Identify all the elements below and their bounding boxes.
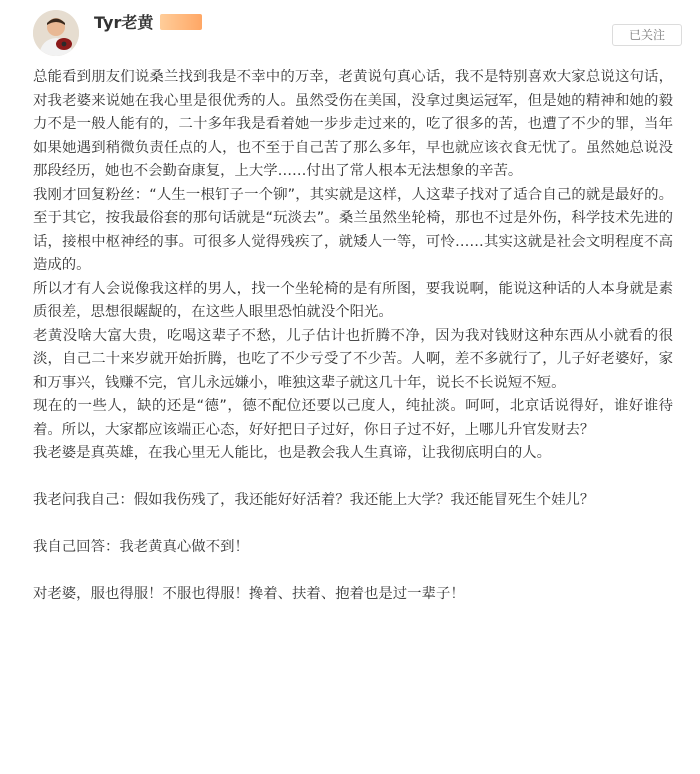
post-paragraph-4: 老黄没啥大富大贵，吃喝这辈子不愁，儿子估计也折腾不净，因为我对钱财这种东西从小就看的很淡，自己二十来岁就开始折腾，也吃了不少亏受了不少苦。人啊，差不多就行了，儿子好老婆好，家和万事兴，钱赚不完，官儿永远嫌小，唯独这辈子就这几十年，说长不长说短不短。: [33, 327, 673, 391]
paragraph-spacer: [33, 560, 673, 584]
post-paragraph-8: 我自己回答：我老黄真心做不到！: [33, 539, 249, 555]
post-paragraph-2: 我刚才回复粉丝：“人生一根钉子一个铆”，其实就是这样，人这辈子找对了适合自己的就是最好的。至于其它，按我最俗套的那句话就是“玩淡去”。桑兰虽然坐轮椅，那也不过是外伤，科学技术先进的话，接根中枢神经的事。可很多人觉得残疾了，就矮人一等，可怜……其实这就是社会文明程度不高造成的。: [33, 186, 673, 273]
post-paragraph-5: 现在的一些人，缺的还是“德”，德不配位还要以己度人，纯扯淡。呵呵，北京话说得好，谁好谁待着。所以，大家都应该端正心态，好好把日子过好，你日子过不好，上哪儿升官发财去？: [33, 398, 673, 438]
post-paragraph-6: 我老婆是真英雄，在我心里无人能比，也是教会我人生真谛，让我彻底明白的人。: [33, 445, 552, 461]
paragraph-spacer: [33, 466, 673, 490]
follow-button[interactable]: 已关注: [612, 24, 682, 46]
avatar-image: [33, 10, 79, 56]
post-paragraph-9: 对老婆，服也得服！不服也得服！搀着、扶着、抱着也是过一辈子！: [33, 586, 465, 602]
post-paragraph-7: 我老问我自己：假如我伤残了，我还能好好活着？我还能上大学？我还能冒死生个娃儿？: [33, 492, 595, 508]
author-name[interactable]: Tyr老黄: [94, 13, 154, 32]
avatar[interactable]: [33, 10, 79, 56]
post-content: [33, 66, 673, 607]
paragraph-spacer: [33, 513, 673, 537]
post-header: [0, 0, 700, 66]
member-badge: [160, 14, 202, 30]
post-paragraph-1: 总能看到朋友们说桑兰找到我是不幸中的万幸，老黄说句真心话，我不是特别喜欢大家总说这句话，对我老婆来说她在我心里是很优秀的人。虽然受伤在美国，没拿过奥运冠军，但是她的精神和她的毅力不是一般人能有的，二十多年我是看着她一步步走过来的，吃了很多的苦，也遭了不少的罪，当年如果她遇到稍微负责任点的人，也不至于自己苦了那么多年，早也就应该衣食无忧了。虽然她总说没那段经历，她也不会勤奋康复，上大学……付出了常人根本无法想象的辛苦。: [33, 69, 673, 179]
post-paragraph-3: 所以才有人会说像我这样的男人，找一个坐轮椅的是有所图，要我说啊，能说这种话的人本身就是素质很差，思想很龌龊的，在这些人眼里恐怕就没个阳光。: [33, 280, 673, 320]
